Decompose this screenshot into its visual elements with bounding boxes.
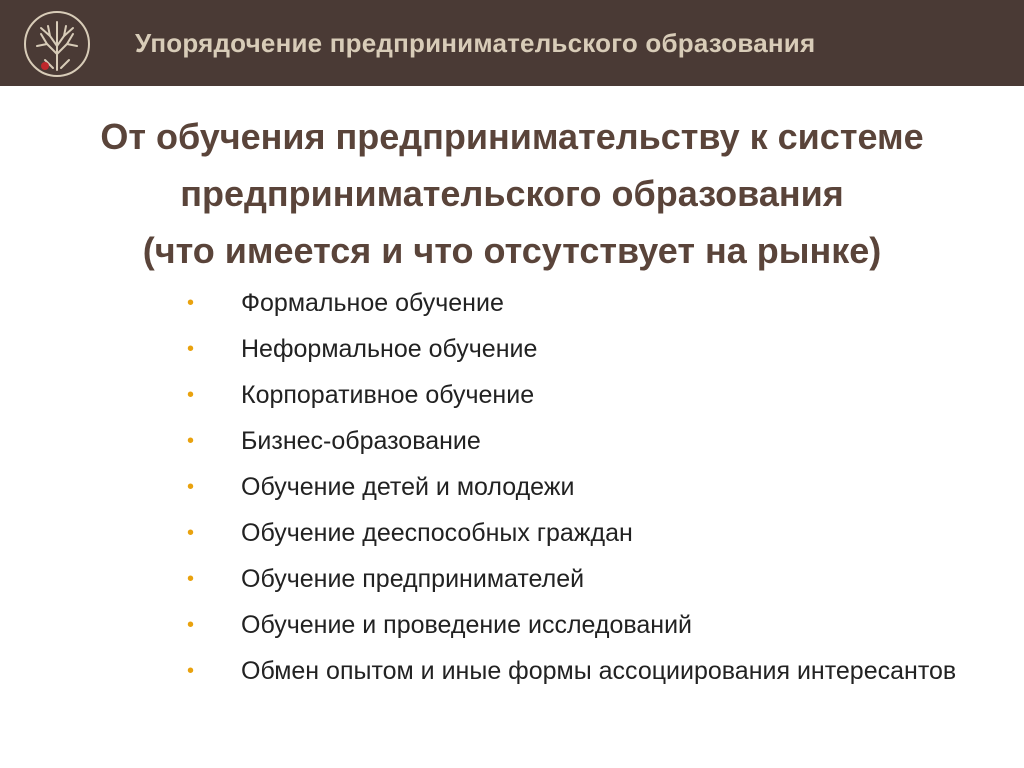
- list-item: [183, 470, 961, 504]
- list-item-text: Обучение детей и молодежи: [241, 473, 575, 501]
- list-item: [183, 378, 961, 412]
- bullet-dot-icon: •: [187, 476, 195, 498]
- bullet-dot-icon: •: [187, 338, 195, 360]
- page-title-line: От обучения предпринимательству к системе: [100, 116, 924, 157]
- page-title: [0, 108, 1024, 279]
- page-title-line: предпринимательского образования: [180, 173, 844, 214]
- list-item-text: Формальное обучение: [241, 289, 504, 317]
- bullet-dot-icon: •: [187, 568, 195, 590]
- bullet-dot-icon: •: [187, 660, 195, 682]
- list-item-text: Корпоративное обучение: [241, 381, 535, 409]
- list-item: [183, 562, 961, 596]
- list-item-text: Обмен опытом и иные формы ассоциирования интересантов: [241, 657, 957, 685]
- page-title-line: (что имеется и что отсутствует на рынке): [142, 230, 882, 271]
- bullet-dot-icon: •: [187, 292, 195, 314]
- list-item-text: Обучение предпринимателей: [241, 565, 585, 593]
- bullet-dot-icon: •: [187, 384, 195, 406]
- header-title: Упорядочение предпринимательского образования: [135, 28, 816, 58]
- header-bar: [0, 0, 1024, 86]
- list-item-text: Бизнес-образование: [241, 427, 481, 455]
- list-item: [183, 332, 961, 366]
- list-item: [183, 424, 961, 458]
- list-item: [183, 286, 961, 320]
- list-item: [183, 516, 961, 550]
- list-item: [183, 608, 961, 642]
- list-item-text: Неформальное обучение: [241, 335, 538, 363]
- list-item: [183, 654, 961, 688]
- bullet-dot-icon: •: [187, 614, 195, 636]
- list-item-text: Обучение дееспособных граждан: [241, 519, 633, 547]
- bullet-dot-icon: •: [187, 430, 195, 452]
- tree-logo-icon: [23, 10, 91, 78]
- bullet-dot-icon: •: [187, 522, 195, 544]
- bullet-list: [183, 286, 961, 700]
- list-item-text: Обучение и проведение исследований: [241, 611, 693, 639]
